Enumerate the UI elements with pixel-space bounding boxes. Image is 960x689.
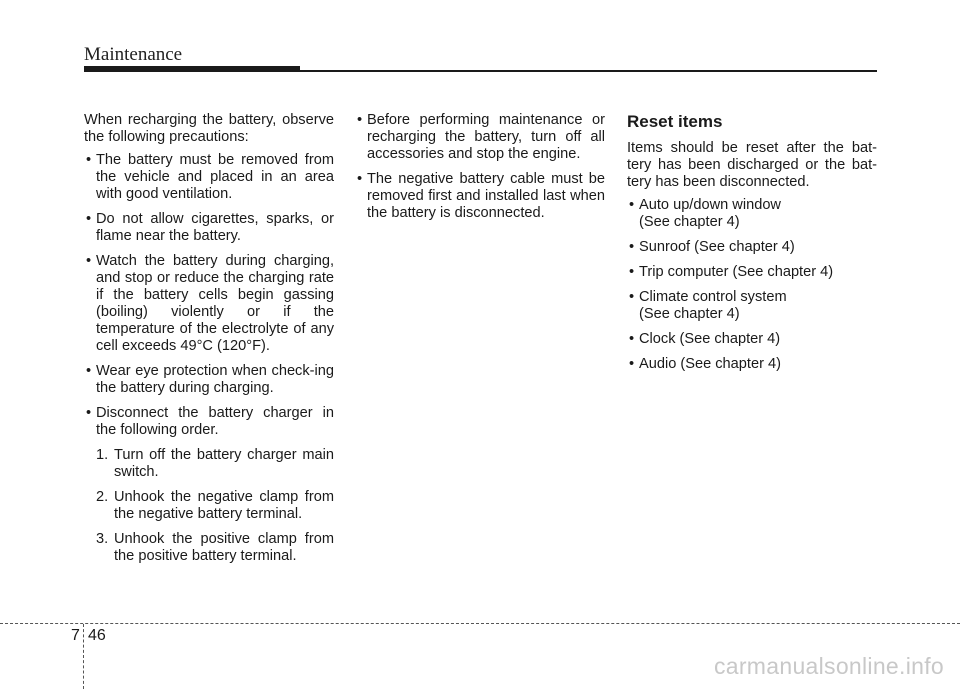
- bullet-icon: •: [629, 239, 635, 255]
- footer-vertical-divider: [83, 624, 84, 689]
- list-item: [84, 363, 334, 397]
- list-item: [627, 264, 877, 281]
- list-item: [84, 253, 334, 355]
- chapter-number: 7: [71, 627, 80, 644]
- bullet-icon: •: [357, 171, 363, 187]
- bullet-icon: •: [629, 331, 635, 347]
- list-item-text: Audio (See chapter 4): [639, 356, 781, 372]
- intro-paragraph: When recharging the battery, observe the following precautions:: [84, 112, 334, 145]
- header-bar: [84, 66, 300, 72]
- list-item-text: Before performing maintenance or recharging the battery, turn off all accessories and stop the engine.: [367, 112, 605, 162]
- bullet-icon: •: [86, 211, 92, 227]
- page-number: 46: [88, 627, 106, 644]
- footer-divider: [0, 623, 960, 624]
- list-item: [627, 356, 877, 373]
- list-item-text: Climate control system: [639, 289, 787, 305]
- numbered-step: [96, 447, 334, 481]
- bullet-icon: •: [86, 152, 92, 168]
- step-text: Turn off the battery charger main switch.: [114, 447, 334, 480]
- list-item: [627, 289, 877, 323]
- bullet-icon: •: [357, 112, 363, 128]
- list-item: [355, 112, 605, 163]
- list-item: [627, 239, 877, 256]
- list-item-text: Disconnect the battery charger in the following order.: [96, 405, 334, 438]
- list-item-text: Clock (See chapter 4): [639, 331, 781, 347]
- bullet-icon: •: [629, 289, 635, 305]
- list-item-subtext: (See chapter 4): [639, 306, 740, 322]
- section-heading: Reset items: [627, 112, 723, 131]
- step-number: 3.: [96, 531, 109, 547]
- step-number: 1.: [96, 447, 109, 463]
- bullet-icon: •: [86, 363, 92, 379]
- list-item-text: Watch the battery during charging, and stop or reduce the charging rate if the battery cells begin gassing (boiling) violently or if the temperature of the electrolyte of any cell exceeds 49°C (120°F).: [96, 253, 334, 354]
- bullet-icon: •: [86, 253, 92, 269]
- header-rule: [300, 70, 877, 72]
- list-item-text: Auto up/down window: [639, 197, 781, 213]
- list-item-text: The negative battery cable must be removed first and installed last when the battery is disconnected.: [367, 171, 605, 221]
- list-item: [627, 331, 877, 348]
- list-item-subtext: (See chapter 4): [639, 214, 740, 230]
- step-text: Unhook the positive clamp from the positive battery terminal.: [114, 531, 334, 564]
- list-item-text: Wear eye protection when check-ing the battery during charging.: [96, 363, 334, 396]
- list-item-text: Sunroof (See chapter 4): [639, 239, 795, 255]
- column-left: [84, 112, 334, 573]
- column-middle: [355, 112, 605, 230]
- column-right: [627, 112, 877, 381]
- list-item-text: The battery must be removed from the vehicle and placed in an area with good ventilation.: [96, 152, 334, 202]
- numbered-step: [96, 531, 334, 565]
- list-item-text: Trip computer (See chapter 4): [639, 264, 834, 280]
- step-number: 2.: [96, 489, 109, 505]
- list-item-text: Do not allow cigarettes, sparks, or flame near the battery.: [96, 211, 334, 244]
- bullet-icon: •: [86, 405, 92, 421]
- bullet-icon: •: [629, 264, 635, 280]
- bullet-icon: •: [629, 197, 635, 213]
- watermark: carmanualsonline.info: [713, 653, 944, 679]
- list-item: [84, 211, 334, 245]
- step-text: Unhook the negative clamp from the negative battery terminal.: [114, 489, 334, 522]
- list-item: [627, 197, 877, 231]
- list-item: [355, 171, 605, 222]
- numbered-step: [96, 489, 334, 523]
- header-title: Maintenance: [84, 44, 183, 65]
- bullet-icon: •: [629, 356, 635, 372]
- list-item: [84, 152, 334, 203]
- section-intro: Items should be reset after the bat-tery has been discharged or the bat-tery has been disconnected.: [627, 140, 877, 190]
- list-item: [84, 405, 334, 439]
